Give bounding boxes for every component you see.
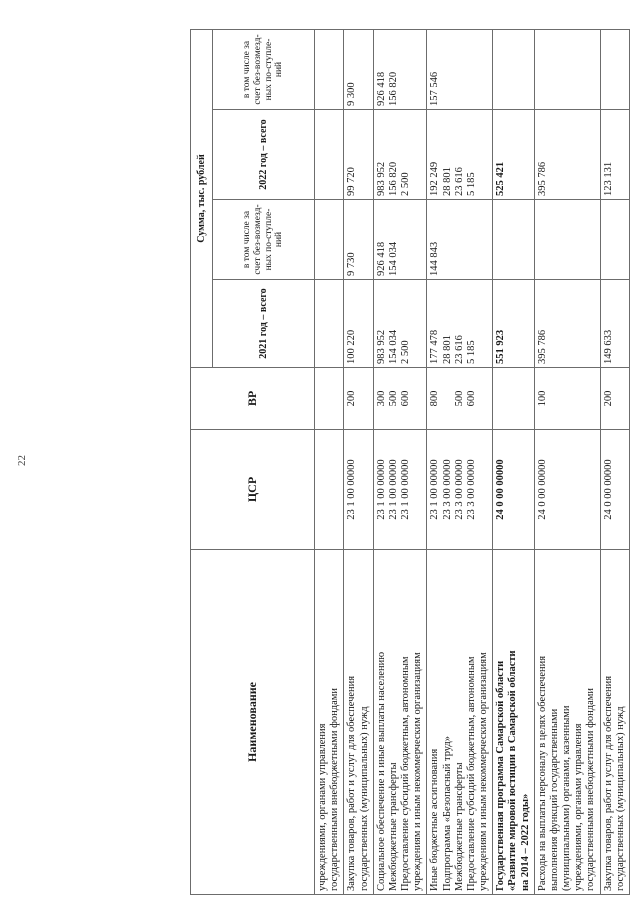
cell-line: 192 249: [429, 161, 441, 196]
cell-csr: [315, 430, 344, 550]
cell-line: [478, 433, 490, 546]
header-2022-total: 2022 год – всего: [213, 110, 315, 200]
cell-line: [495, 203, 507, 276]
cell-name: [534, 550, 600, 895]
cell-vr: [427, 368, 493, 430]
cell-line: учреждениями, органами управления: [573, 723, 585, 891]
cell-2022-incl: [373, 29, 427, 109]
cell-line: [573, 283, 585, 364]
cell-name: [427, 550, 493, 895]
rotated-table-wrapper: [190, 30, 630, 895]
cell-line: 24 0 00 00000: [602, 459, 614, 520]
cell-line: [329, 203, 341, 276]
cell-line: [603, 203, 615, 276]
cell-line: [359, 371, 371, 426]
cell-line: [549, 433, 561, 546]
cell-line: 600: [465, 390, 477, 407]
cell-name: [315, 550, 344, 895]
cell-line: [549, 203, 561, 276]
header-2022-incl: в том числе за счет без-возмезд-ных по-ступле-ний: [213, 29, 315, 109]
cell-2021-incl: [534, 200, 600, 280]
budget-table: [190, 29, 630, 895]
cell-line: Закупка товаров, работ и услуг для обеспечения: [602, 675, 614, 891]
cell-line: [329, 283, 341, 364]
cell-2021-incl: [493, 200, 535, 280]
cell-2021-total: [373, 280, 427, 368]
cell-line: [507, 433, 519, 546]
cell-line: учреждениям и иным некоммерческим организациям: [478, 652, 490, 891]
cell-line: 9 300: [346, 82, 358, 106]
cell-line: государственными внебюджетными фондами: [585, 687, 597, 891]
cell-line: [585, 283, 597, 364]
cell-line: 100 220: [346, 329, 358, 364]
cell-line: 500: [387, 390, 399, 407]
cell-line: [478, 113, 490, 196]
cell-line: 23 616: [453, 167, 465, 196]
cell-line: 500: [453, 390, 465, 407]
cell-line: 157 546: [429, 71, 441, 106]
cell-line: [495, 371, 507, 426]
cell-line: [615, 203, 627, 276]
cell-line: [478, 371, 490, 426]
cell-line: 200: [602, 390, 614, 407]
cell-line: [549, 283, 561, 364]
header-sum: Сумма, тыс. рублей: [191, 29, 213, 367]
cell-line: [520, 113, 532, 196]
cell-line: на 2014 – 2022 годы»: [519, 793, 531, 891]
cell-2022-incl: [600, 29, 629, 109]
cell-line: государственными внебюджетными фондами: [329, 687, 341, 891]
cell-line: 525 421: [495, 161, 507, 196]
cell-vr: [373, 368, 427, 430]
cell-line: учреждениям и иным некоммерческим организациям: [412, 652, 424, 891]
cell-line: [520, 371, 532, 426]
cell-line: 2 500: [400, 172, 412, 196]
cell-line: Межбюджетные трансферты: [387, 762, 399, 891]
table-row: [534, 29, 600, 894]
header-csr: ЦСР: [191, 430, 315, 550]
cell-line: [412, 283, 424, 364]
cell-line: [561, 203, 573, 276]
cell-line: [561, 33, 573, 106]
cell-2022-incl: [315, 29, 344, 109]
cell-line: 123 131: [602, 161, 614, 196]
header-2021-incl: в том числе за счет без-возмезд-ных по-ступле-ний: [213, 200, 315, 280]
cell-2022-total: [600, 110, 629, 200]
cell-line: [585, 33, 597, 106]
cell-line: Расходы на выплаты персоналу в целях обеспечения: [536, 655, 548, 891]
cell-line: 23 1 00 00000: [387, 459, 399, 520]
cell-line: [454, 203, 466, 276]
table-row: [344, 29, 373, 894]
cell-line: [359, 113, 371, 196]
cell-line: 149 633: [602, 329, 614, 364]
cell-line: 24 0 00 00000: [536, 459, 548, 520]
cell-line: [329, 113, 341, 196]
cell-line: 926 418: [375, 71, 387, 106]
cell-line: 800: [429, 390, 441, 407]
cell-line: [615, 433, 627, 546]
cell-line: [317, 283, 329, 364]
cell-line: 395 786: [536, 329, 548, 364]
cell-line: [329, 33, 341, 106]
cell-line: [507, 371, 519, 426]
cell-line: [507, 113, 519, 196]
cell-line: [412, 433, 424, 546]
cell-2021-total: [427, 280, 493, 368]
cell-line: [615, 33, 627, 106]
cell-line: 23 1 00 00000: [375, 459, 387, 520]
cell-vr: [600, 368, 629, 430]
cell-line: государственных (муниципальных) нужд: [614, 706, 626, 891]
cell-2021-incl: [600, 200, 629, 280]
cell-line: [561, 433, 573, 546]
cell-line: [573, 203, 585, 276]
cell-line: [573, 371, 585, 426]
cell-2022-total: [344, 110, 373, 200]
cell-line: 9 730: [346, 252, 358, 276]
cell-line: 395 786: [536, 161, 548, 196]
cell-2022-incl: [344, 29, 373, 109]
cell-line: [561, 113, 573, 196]
header-vr: ВР: [191, 368, 315, 430]
cell-line: [585, 433, 597, 546]
cell-line: 5 185: [465, 172, 477, 196]
cell-line: 551 923: [495, 329, 507, 364]
cell-line: 24 0 00 00000: [495, 459, 507, 520]
cell-name: [600, 550, 629, 895]
cell-line: [412, 33, 424, 106]
cell-line: «Развитие мировой юстиции в Самарской области: [507, 650, 519, 891]
cell-line: 144 843: [429, 241, 441, 276]
cell-line: [549, 371, 561, 426]
cell-name: [373, 550, 427, 895]
table-row: [427, 29, 493, 894]
cell-2022-total: [373, 110, 427, 200]
cell-2021-total: [493, 280, 535, 368]
cell-csr: [344, 430, 373, 550]
cell-2022-total: [315, 110, 344, 200]
header-2021-total: 2021 год – всего: [213, 280, 315, 368]
cell-line: 2 500: [400, 340, 412, 364]
cell-line: [520, 203, 532, 276]
cell-line: 23 3 00 00000: [441, 459, 453, 520]
cell-line: [317, 113, 329, 196]
cell-line: [317, 33, 329, 106]
cell-line: Иные бюджетные ассигнования: [429, 748, 441, 891]
cell-line: 28 801: [441, 167, 453, 196]
cell-2021-total: [315, 280, 344, 368]
cell-line: 926 418: [375, 241, 387, 276]
cell-vr: [344, 368, 373, 430]
cell-2022-total: [534, 110, 600, 200]
cell-csr: [600, 430, 629, 550]
cell-line: 983 952: [375, 161, 387, 196]
cell-2021-incl: [315, 200, 344, 280]
cell-line: 99 720: [346, 167, 358, 196]
cell-line: [585, 203, 597, 276]
cell-line: [412, 113, 424, 196]
cell-line: Государственная программа Самарской области: [495, 660, 507, 891]
cell-line: 200: [346, 390, 358, 407]
cell-line: [359, 203, 371, 276]
cell-line: [573, 33, 585, 106]
cell-line: Межбюджетные трансферты: [453, 762, 465, 891]
cell-line: [507, 203, 519, 276]
cell-line: 154 034: [387, 241, 399, 276]
cell-line: 23 3 00 00000: [465, 459, 477, 520]
cell-csr: [493, 430, 535, 550]
cell-line: [561, 371, 573, 426]
cell-line: [520, 33, 532, 106]
cell-2021-incl: [427, 200, 493, 280]
cell-line: 177 478: [429, 329, 441, 364]
cell-2021-incl: [344, 200, 373, 280]
cell-line: [573, 433, 585, 546]
cell-line: [442, 33, 454, 106]
cell-vr: [534, 368, 600, 430]
cell-2022-incl: [427, 29, 493, 109]
cell-csr: [427, 430, 493, 550]
cell-line: 156 820: [387, 161, 399, 196]
cell-line: [454, 33, 466, 106]
cell-2021-incl: [373, 200, 427, 280]
cell-name: [344, 550, 373, 895]
cell-2022-incl: [493, 29, 535, 109]
cell-line: [603, 33, 615, 106]
cell-line: государственных (муниципальных) нужд: [358, 706, 370, 891]
cell-line: [442, 371, 454, 426]
cell-line: [466, 33, 478, 106]
cell-line: [478, 283, 490, 364]
cell-line: 5 185: [465, 340, 477, 364]
cell-line: [317, 371, 329, 426]
cell-line: [537, 33, 549, 106]
cell-line: [400, 33, 412, 106]
cell-line: Социальное обеспечение и иные выплаты населению: [375, 651, 387, 891]
cell-vr: [315, 368, 344, 430]
cell-line: [615, 113, 627, 196]
cell-line: [329, 433, 341, 546]
cell-line: 100: [536, 390, 548, 407]
cell-line: выполнения функций государственными: [548, 708, 560, 891]
cell-line: (муниципальными) органами, казенными: [561, 705, 573, 891]
cell-line: [615, 283, 627, 364]
cell-line: 156 820: [387, 71, 399, 106]
cell-line: [317, 203, 329, 276]
cell-2022-total: [427, 110, 493, 200]
cell-line: [442, 203, 454, 276]
cell-line: учреждениями, органами управления: [317, 723, 328, 891]
table-row: [600, 29, 629, 894]
table-body: [315, 29, 630, 894]
cell-2021-total: [600, 280, 629, 368]
cell-2021-total: [344, 280, 373, 368]
cell-line: [329, 371, 341, 426]
cell-line: Подпрограмма «Безопасный труд»: [441, 736, 453, 891]
cell-line: [585, 371, 597, 426]
cell-line: 983 952: [375, 329, 387, 364]
cell-line: [317, 433, 329, 546]
table-row: [373, 29, 427, 894]
cell-line: [400, 203, 412, 276]
cell-2022-incl: [534, 29, 600, 109]
cell-line: 23 1 00 00000: [400, 459, 412, 520]
cell-line: 154 034: [387, 329, 399, 364]
cell-line: [561, 283, 573, 364]
cell-line: [359, 33, 371, 106]
cell-csr: [534, 430, 600, 550]
cell-line: [520, 283, 532, 364]
cell-vr: [493, 368, 535, 430]
cell-2022-total: [493, 110, 535, 200]
cell-line: [507, 283, 519, 364]
cell-line: [507, 33, 519, 106]
cell-line: [478, 203, 490, 276]
cell-line: [466, 203, 478, 276]
cell-line: 23 3 00 00000: [453, 459, 465, 520]
page-number: 22: [16, 455, 28, 466]
cell-line: [412, 203, 424, 276]
cell-line: [549, 113, 561, 196]
cell-line: [585, 113, 597, 196]
cell-line: [478, 33, 490, 106]
cell-line: 23 616: [453, 335, 465, 364]
cell-line: [520, 433, 532, 546]
cell-line: Предоставление субсидий бюджетным, автономным: [400, 656, 412, 891]
cell-line: 300: [375, 390, 387, 407]
cell-line: 28 801: [441, 335, 453, 364]
cell-line: [412, 371, 424, 426]
cell-line: [549, 33, 561, 106]
cell-line: [537, 203, 549, 276]
cell-line: 23 1 00 00000: [429, 459, 441, 520]
cell-line: 23 1 00 00000: [346, 459, 358, 520]
header-name: Наименование: [191, 550, 315, 895]
cell-line: [495, 33, 507, 106]
cell-line: [573, 113, 585, 196]
cell-2021-total: [534, 280, 600, 368]
cell-line: Предоставление субсидий бюджетным, автономным: [465, 656, 477, 891]
cell-line: 600: [400, 390, 412, 407]
cell-csr: [373, 430, 427, 550]
cell-line: [615, 371, 627, 426]
table-row: [315, 29, 344, 894]
table-row: [493, 29, 535, 894]
cell-line: [359, 283, 371, 364]
cell-line: [359, 433, 371, 546]
cell-name: [493, 550, 535, 895]
cell-line: Закупка товаров, работ и услуг для обеспечения: [346, 675, 358, 891]
